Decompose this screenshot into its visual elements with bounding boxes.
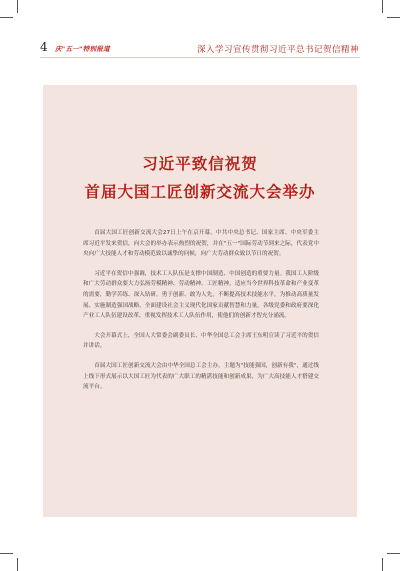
page-number: 4 — [40, 40, 48, 54]
article-paragraph: 首届大国工匠创新交流大会27日上午在京开幕。中共中央总书记、国家主席、中央军委主席习近平发来贺信，向大会的举办表示热烈的祝贺，并在"五一"国际劳动节到来之际，代表党中央向广大技能人才和劳动模范致以诚挚的问候，向广大劳动群众致以节日的祝贺。 — [83, 230, 319, 258]
section-badge-logo: 庆"五一"特别报道 — [55, 45, 110, 53]
article-body — [83, 228, 319, 402]
page-header — [0, 0, 400, 60]
crop-mark-bottom-left-h — [0, 553, 13, 554]
article-panel — [43, 85, 357, 517]
crop-mark-bottom-left-v — [17, 558, 18, 571]
crop-mark-bottom-right-h — [387, 553, 400, 554]
article-title-line2: 首届大国工匠创新交流大会举办 — [84, 183, 316, 201]
article-paragraph: 首届大国工匠创新交流大会由中华全国总工会主办，主题为"技能强国，创新有我"，通过线上线下形式展示以大国工匠为代表的广大职工的精湛技能和创新成果，为广大高技能人才搭建交流平台。 — [83, 362, 319, 391]
crop-mark-bottom-right-v — [382, 558, 383, 571]
article-title-line1: 习近平致信祝贺 — [142, 155, 258, 173]
article-paragraph: 习近平在贺信中强调，技术工人队伍是支撑中国制造、中国创造的重要力量。我国工人阶级和广大劳动群众要大力弘扬劳模精神、劳动精神、工匠精神，适应当今世界科技革命和产业变革的需要，勤学苦练、深入钻研，勇于创新、敢为人先，不断提高技术技能水平，为推动高质量发展、实施制造强国战略、全面建设社会主义现代化国家贡献智慧和力量。各级党委和政府要深化产业工人队伍建设改革，重视发挥技术工人队伍作用，使他们的创新才智充分涌流。 — [83, 270, 319, 320]
article-paragraph: 大会开幕式上，全国人大常委会副委员长、中华全国总工会主席王东明宣读了习近平的贺信并讲话。 — [83, 332, 319, 350]
header-divider — [40, 57, 360, 58]
running-title: 深入学习宣传贯彻习近平总书记贺信精神 — [196, 45, 359, 55]
